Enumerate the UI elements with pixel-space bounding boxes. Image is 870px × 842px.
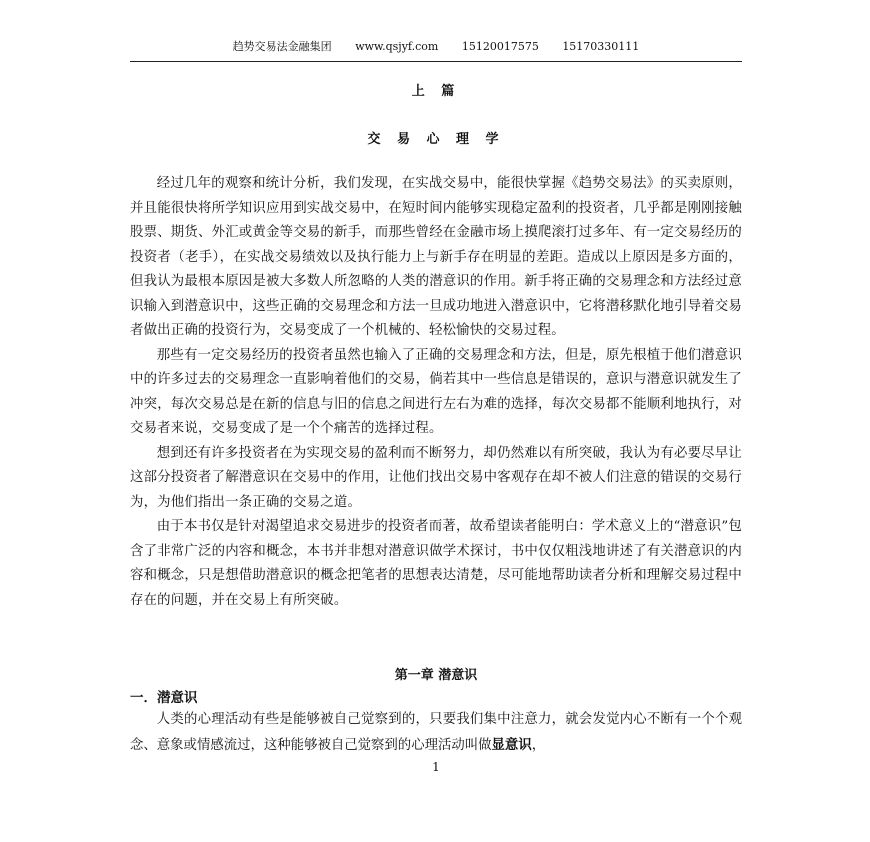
paragraph-4: 由于本书仅是针对渴望追求交易进步的投资者而著，故希望读者能明白：学术意义上的“潜意识”包含了非常广泛的内容和概念，本书并非想对潜意识做学术探讨，书中仅仅粗浅地讲述了有关潜意识的内容和概念，只是想借助潜意识的概念把笔者的思想表达清楚，尽可能地帮助读者分析和理解交易过程中存在的问题，并在交易上有所突破。	[130, 519, 742, 608]
chapter-paragraph-bold-term: 显意识	[491, 736, 532, 753]
paragraph-3: 想到还有许多投资者在为实现交易的盈利而不断努力，却仍然难以有所突破，我认为有必要尽早让这部分投资者了解潜意识在交易中的作用，让他们找出交易中客观存在却不被人们注意的错误的交易行为，为他们指出一条正确的交易之道。	[130, 445, 742, 510]
body-text	[130, 172, 742, 613]
chapter-paragraph-suffix: ，	[531, 737, 546, 753]
paragraph-2: 那些有一定交易经历的投资者虽然也输入了正确的交易理念和方法，但是，原先根植于他们潜意识中的许多过去的交易理念一直影响着他们的交易，倘若其中一些信息是错误的，意识与潜意识就发生了冲突，每次交易总是在新的信息与旧的信息之间进行左右为难的选择，每次交易都不能顺利地执行，对交易者来说，交易变成了是一个个痛苦的选择过程。	[130, 347, 742, 436]
section-heading: 交 易 心 理 学	[367, 132, 505, 147]
header-divider	[130, 61, 742, 62]
paragraph-1: 经过几年的观察和统计分析，我们发现，在实战交易中，能很快掌握《趋势交易法》的买卖原则，并且能很快将所学知识应用到实战交易中，在短时间内能够实现稳定盈利的投资者，几乎都是刚刚接触股票、期货、外汇或黄金等交易的新手，而那些曾经在金融市场上摸爬滚打过多年、有一定交易经历的投资者（老手），在实战交易绩效以及执行能力上与新手存在明显的差距。造成以上原因是多方面的，但我认为最根本原因是被大多数人所忽略的人类的潜意识的作用。新手将正确的交易理念和方法经过意识输入到潜意识中，这些正确的交易理念和方法一旦成功地进入潜意识中，它将潜移默化地引导着交易者做出正确的投资行为，交易变成了一个机械的、轻松愉快的交易过程。	[130, 176, 742, 338]
subsection-title: 一．潜意识	[130, 690, 198, 706]
chapter-title: 第一章 潜意识	[394, 668, 478, 683]
part-title: 上 篇	[411, 84, 461, 99]
header-phone-1: 15120017575	[461, 40, 539, 53]
chapter-paragraph	[130, 708, 742, 758]
chapter-paragraph-text: 人类的心理活动有些是能够被自己觉察到的，只要我们集中注意力，就会发觉内心不断有一个个观念、意象或情感流过，这种能够被自己觉察到的心理活动叫做	[130, 712, 742, 753]
header-company: 趋势交易法金融集团	[232, 40, 332, 53]
header-phone-2: 15170330111	[562, 40, 640, 53]
page-number: 1	[432, 760, 440, 774]
page-header	[130, 40, 742, 58]
chapter-body	[130, 708, 742, 758]
header-website: www.qsjyf.com	[355, 40, 439, 53]
